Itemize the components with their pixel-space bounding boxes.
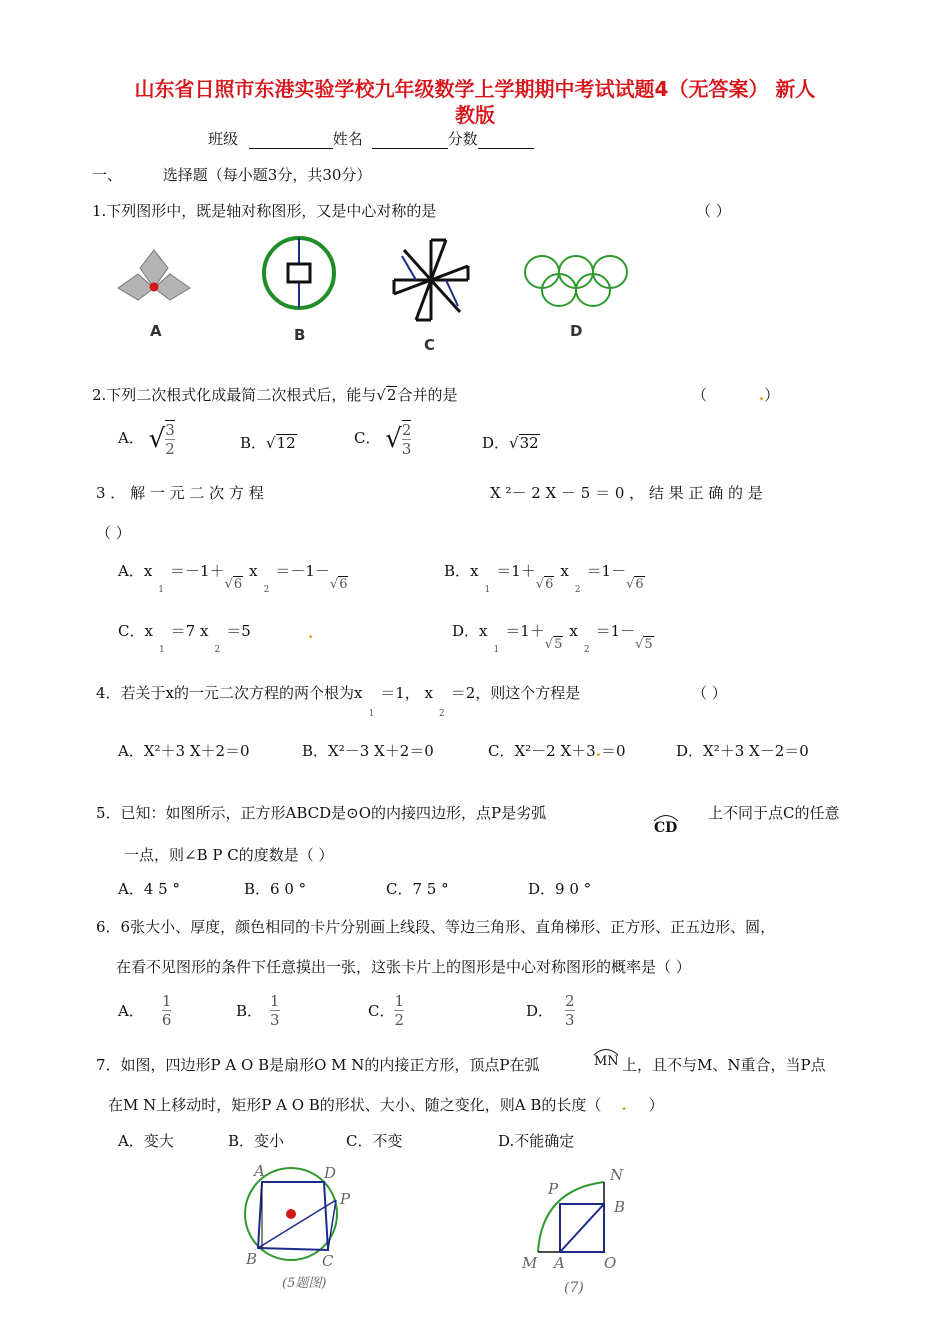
arc-label-cd: CD (654, 820, 678, 836)
fig5-label-d: D (324, 1164, 337, 1182)
page-title (80, 76, 870, 128)
question-1 (92, 200, 436, 221)
question-4: 4．若关于x的一元二次方程的两个根为$x_1=1$， $x_2=2$，则这个方程是 (96, 684, 581, 719)
title-line-2: 教版 (455, 103, 495, 127)
score-label: 分数 (447, 130, 478, 148)
question-4-option-b[interactable]: B．X²－3 X＋2＝0 (302, 742, 434, 760)
question-7-option-a[interactable]: A．变大 (118, 1132, 174, 1150)
name-field[interactable] (372, 132, 448, 149)
question-4-option-d[interactable]: D．X²＋3 X－2＝0 (676, 742, 809, 760)
question-6-option-b[interactable]: B． $\frac{1}{3}$ (236, 992, 280, 1029)
figure-d-label: D (570, 322, 583, 340)
section-heading (92, 164, 371, 185)
title-line-1: 山东省日照市东港实验学校九年级数学上学期期中考试试题4（无答案） 新人 (134, 77, 816, 101)
fig5-label-a: A (254, 1162, 265, 1180)
question-6-line-1: 6．6张大小、厚度，颜色相同的卡片分别画上线段、等边三角形、直角梯形、正方形、正五边形、圆， (96, 918, 776, 936)
fig7-label-n: N (610, 1166, 624, 1184)
question-2-text-a: 2.下列二次根式化成最简二次根式后，能与 (92, 386, 377, 404)
question-3-text-a: 3 ． 解 一 元 二 次 方 程 (96, 484, 264, 502)
question-6-option-a[interactable]: A． $\frac{1}{6}$ (118, 992, 172, 1029)
question-1-text: 1.下列图形中，既是轴对称图形，又是中心对称的是 (92, 202, 437, 220)
figure-b-coin (258, 232, 340, 314)
name-label: 姓名 (332, 130, 363, 148)
section-label: 选择题（每小题3分，共30分） (162, 166, 372, 184)
fig7-label-b: B (614, 1198, 626, 1216)
arc-label-mn: MN (594, 1054, 619, 1069)
question-5-line-2: 一点，则∠B P C的度数是（ ） (124, 846, 334, 864)
figure-a-leaves (112, 244, 196, 310)
class-label: 班级 (208, 130, 239, 148)
question-2 (92, 384, 457, 405)
figure-d-olympic-rings (520, 250, 632, 312)
question-5-option-d[interactable]: D．9 0 ° (528, 880, 592, 898)
score-field[interactable] (478, 132, 534, 149)
question-3-option-d[interactable]: D．$x_1=1+√5x_2=1-√5$ (452, 622, 653, 655)
sqrt-2: √2 (376, 386, 397, 404)
radical-2-over-3: √ 2 3 (385, 421, 412, 458)
fig7-label-a: A (554, 1254, 565, 1272)
question-4-option-c[interactable]: C．X²－2 X＋3.＝0 (488, 742, 626, 760)
question-7-option-c[interactable]: C．不变 (346, 1132, 403, 1150)
fig7-label-m: M (522, 1254, 538, 1272)
question-6-option-d[interactable]: D． $\frac{2}{3}$ (526, 992, 575, 1029)
mark-dot-q3: . (308, 624, 314, 642)
question-3-answer-paren[interactable]: （ ） (96, 524, 131, 542)
question-1-answer-paren[interactable]: （ ） (696, 202, 731, 220)
fig5-caption: (5题图) (282, 1276, 327, 1291)
question-5-text: 5．已知：如图所示，正方形ABCD是⊙O的内接四边形，点P是劣弧 (96, 804, 547, 822)
question-5-text-b: 上不同于点C的任意 (708, 804, 840, 822)
question-7-line-1b: 上，且不与M、N重合，当P点 (622, 1056, 826, 1074)
question-5-option-c[interactable]: C．7 5 ° (386, 880, 449, 898)
figure-c-pinwheel (388, 236, 474, 326)
question-6-option-c[interactable]: C． $\frac{1}{2}$ (368, 992, 405, 1029)
fig7-label-p: P (548, 1180, 559, 1198)
radical-3-over-2: √ 3 2 (148, 421, 175, 458)
figure-a-label: A (150, 322, 162, 340)
mark-dot: . (759, 386, 765, 404)
question-7-option-b[interactable]: B．变小 (228, 1132, 285, 1150)
question-2-option-d[interactable]: D．√32 (482, 434, 539, 452)
question-3-option-b[interactable]: B．$x_1=1+√6x_2=1-√6$ (444, 562, 644, 595)
question-2-option-b[interactable]: B．√12 (240, 434, 296, 452)
figure-7-sector-square (532, 1178, 616, 1256)
question-3-text-b: X ²－ 2 X － 5 ＝ 0 ， 结 果 正 确 的 是 (490, 484, 763, 502)
fig5-label-b: B (246, 1250, 258, 1268)
figure-c-label: C (424, 336, 436, 354)
question-2-option-a[interactable]: A． √ 3 2 (118, 421, 175, 458)
figure-b-label: B (294, 326, 306, 344)
fig7-label-o: O (604, 1254, 617, 1272)
fig5-label-c: C (322, 1252, 334, 1270)
center-dot (150, 283, 159, 292)
class-field[interactable] (249, 132, 333, 149)
question-6-line-2: 在看不见图形的条件下任意摸出一张，这张卡片上的图形是中心对称图形的概率是（ ） (116, 958, 691, 976)
fig5-label-p: P (340, 1190, 351, 1208)
student-info-line (208, 128, 534, 149)
question-2-answer-paren[interactable]: （ .） (692, 386, 780, 404)
fig7-caption: (7) (564, 1280, 584, 1296)
question-3-option-a[interactable]: A．$x_1=-1+√6x_2=-1-√6$ (118, 562, 348, 595)
question-2-text-b: 合并的是 (397, 386, 458, 404)
section-number: 一、 (92, 166, 123, 184)
question-4-answer-paren[interactable]: （ ） (692, 684, 727, 702)
question-5-option-b[interactable]: B．6 0 ° (244, 880, 307, 898)
question-4-option-a[interactable]: A．X²＋3 X＋2＝0 (118, 742, 250, 760)
question-7-line-1a: 7．如图，四边形P A O B是扇形O M N的内接正方形，顶点P在弧 (96, 1056, 540, 1074)
question-7-line-2: 在M N上移动时，矩形P A O B的形状、大小、随之变化，则A B的长度（ . ） (108, 1096, 664, 1114)
question-7-option-d[interactable]: D.不能确定 (498, 1132, 575, 1150)
question-5-option-a[interactable]: A．4 5 ° (118, 880, 180, 898)
question-2-option-c[interactable]: C． √ 2 3 (354, 421, 412, 458)
question-3-option-c[interactable]: C．$x_1=7$ $x_2=5$ (118, 622, 251, 655)
